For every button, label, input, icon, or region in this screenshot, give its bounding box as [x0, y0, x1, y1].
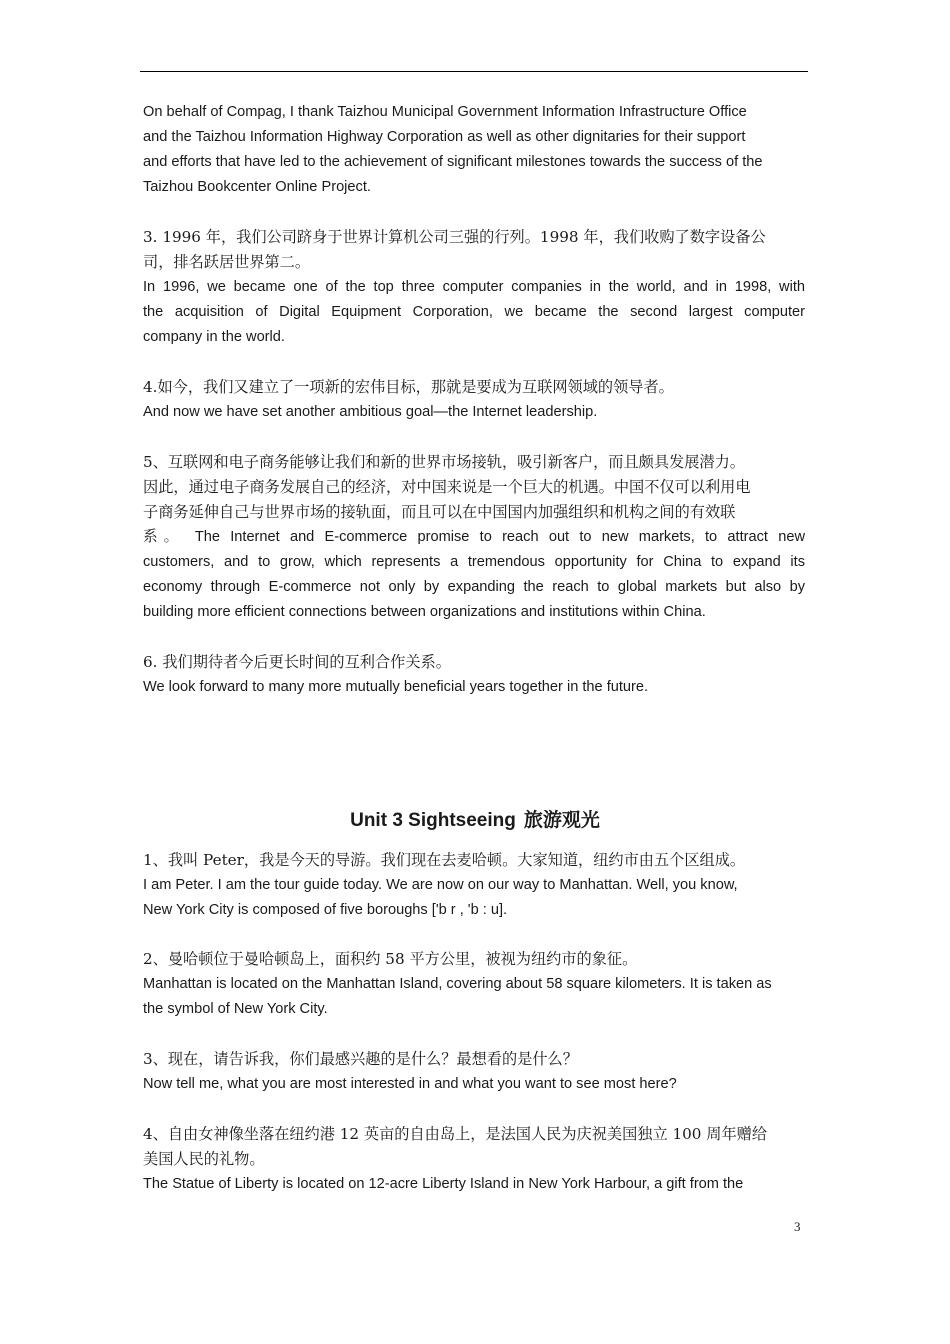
paragraph-line: building more efficient connections between organizations and institutions within China. — [143, 604, 706, 620]
page-number: 3 — [794, 1219, 801, 1234]
paragraph-line: Taizhou Bookcenter Online Project. — [143, 179, 371, 195]
paragraph-line-zh: 5、互联网和电子商务能够让我们和新的世界市场接轨，吸引新客户，而且颇具发展潜力。 — [143, 453, 745, 471]
unit-line-zh: 美国人民的礼物。 — [143, 1150, 265, 1168]
paragraph-line-zh: 因此，通过电子商务发展自己的经济，对中国来说是一个巨大的机遇。中国不仅可以利用电 — [143, 478, 751, 496]
paragraph-line-zh: 3. 1996 年，我们公司跻身于世界计算机公司三强的行列。1998 年，我们收购了数字设备公 — [143, 228, 766, 246]
unit-line-zh: 3、现在，请告诉我，你们最感兴趣的是什么？最想看的是什么？ — [143, 1050, 578, 1068]
paragraph-line: the acquisition of Digital Equipment Corporation, we became the second largest computer — [143, 304, 805, 320]
paragraph-line: 系。 The Internet and E-commerce promise to reach out to new markets, to attract new — [143, 529, 805, 545]
paragraph-line: In 1996, we became one of the top three computer companies in the world, and in 1998, with — [143, 279, 805, 295]
unit-line: the symbol of New York City. — [143, 1001, 328, 1017]
unit-line: The Statue of Liberty is located on 12-acre Liberty Island in New York Harbour, a gift from the — [143, 1176, 744, 1192]
unit-heading-zh: 旅游观光 — [523, 809, 600, 831]
paragraph-line: And now we have set another ambitious goal—the Internet leadership. — [143, 404, 598, 420]
header-rule — [140, 71, 808, 72]
unit-line: I am Peter. I am the tour guide today. We are now on our way to Manhattan. Well, you know, — [143, 877, 738, 893]
unit-line: Now tell me, what you are most interested in and what you want to see most here? — [143, 1076, 677, 1092]
unit-line: Manhattan is located on the Manhattan Island, covering about 58 square kilometers. It is taken as — [143, 976, 772, 992]
unit-heading — [0, 806, 950, 835]
unit-line-zh: 1、我叫 Peter，我是今天的导游。我们现在去麦哈顿。大家知道，纽约市由五个区组成。 — [143, 851, 746, 869]
paragraph-line: economy through E-commerce not only by expanding the reach to global markets but also by — [143, 579, 805, 595]
paragraph-line-zh: 司，排名跃居世界第二。 — [143, 253, 311, 271]
unit-line-zh: 4、自由女神像坐落在纽约港 12 英亩的自由岛上，是法国人民为庆祝美国独立 100 周年赠给 — [143, 1125, 768, 1143]
paragraph-line: customers, and to grow, which represents a tremendous opportunity for China to expand its — [143, 554, 805, 570]
paragraph-line: and the Taizhou Information Highway Corporation as well as other dignitaries for their support — [143, 129, 746, 145]
paragraph-line: On behalf of Compag, I thank Taizhou Municipal Government Information Infrastructure Office — [143, 104, 747, 120]
paragraph-line: company in the world. — [143, 329, 285, 345]
unit-heading-en: Unit 3 Sightseeing — [350, 810, 516, 831]
unit-line: New York City is composed of five boroughs ['b r , 'b : u]. — [143, 902, 508, 918]
paragraph-line-zh: 6. 我们期待者今后更长时间的互利合作关系。 — [143, 653, 451, 671]
paragraph-line-zh: 子商务延伸自己与世界市场的接轨面，而且可以在中国国内加强组织和机构之间的有效联 — [143, 503, 736, 521]
paragraph-line: We look forward to many more mutually beneficial years together in the future. — [143, 679, 649, 695]
unit-line-zh: 2、曼哈顿位于曼哈顿岛上，面积约 58 平方公里，被视为纽约市的象征。 — [143, 950, 638, 968]
paragraph-line: and efforts that have led to the achievement of significant milestones towards the success of the — [143, 154, 763, 170]
paragraph-line-zh: 4.如今，我们又建立了一项新的宏伟目标，那就是要成为互联网领域的领导者。 — [143, 378, 674, 396]
